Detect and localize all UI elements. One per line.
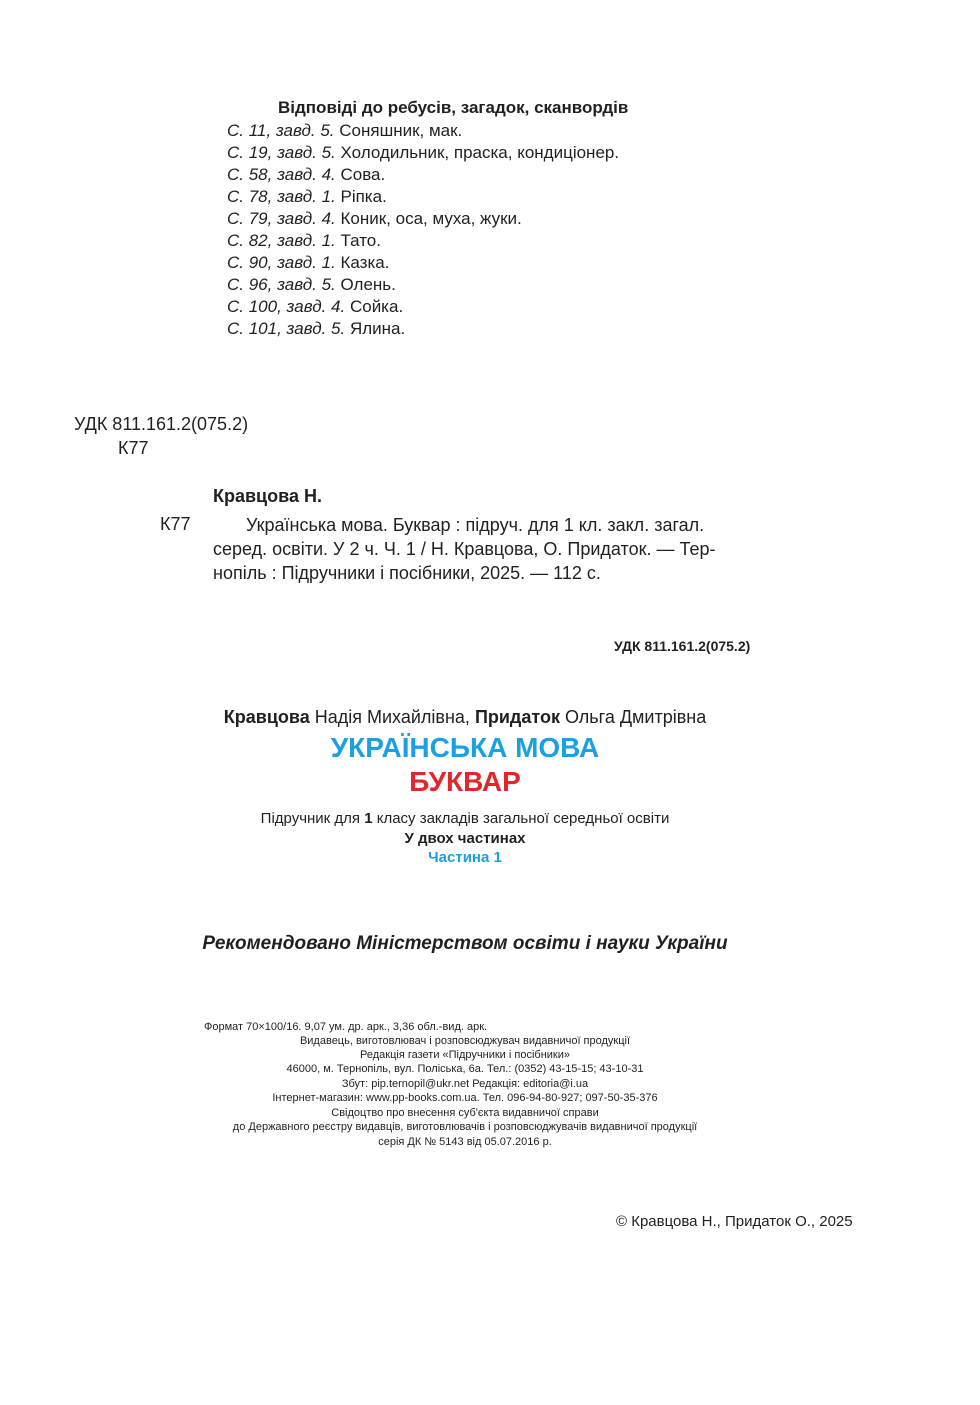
udc-code: УДК 811.161.2(075.2) [74, 414, 249, 434]
author-surname: Кравцова [223, 707, 310, 727]
answer-text: Холодильник, праска, кондиціонер. [335, 143, 620, 162]
imprint-line: Видавець, виготовлювач і розповсюджувач видавничої продукції [299, 1035, 631, 1047]
answer-item [227, 208, 619, 230]
imprint-line: Редакція газети «Підручники і посібники» [360, 1049, 570, 1061]
author-surname: Придаток [474, 707, 560, 727]
author-names: Надія Михайлівна, [309, 707, 475, 727]
answer-reference: С. 82, завд. 1. [227, 231, 336, 250]
answer-text: Соняшник, мак. [334, 121, 463, 140]
answers-list [227, 120, 619, 340]
imprint-line: 46000, м. Тернопіль, вул. Поліська, 6а. Тел.: (0352) 43-15-15; 43-10-31 [286, 1063, 644, 1075]
answer-item [227, 252, 619, 274]
answer-reference: С. 100, завд. 4. [227, 297, 346, 316]
answer-reference: С. 58, завд. 4. [227, 165, 336, 184]
grade-number: 1 [364, 810, 373, 827]
imprint-line: Збут: pip.ternopil@ukr.net Редакція: editoria@i.ua [341, 1078, 589, 1090]
imprint-line: серія ДК № 5143 від 05.07.2016 р. [378, 1136, 552, 1148]
answer-item [227, 186, 619, 208]
imprint-format: Формат 70×100/16. 9,07 ум. др. арк., 3,36 обл.-вид. арк. [204, 1021, 488, 1033]
answer-text: Казка. [335, 253, 390, 272]
answer-text: Сойка. [345, 297, 404, 316]
answer-item [227, 142, 619, 164]
answer-text: Ялина. [345, 319, 406, 338]
answer-text: Тато. [335, 231, 381, 250]
bibliographic-line: нопіль : Підручники і посібники, 2025. — 112 с. [213, 563, 601, 583]
answer-reference: С. 19, завд. 5. [227, 143, 336, 162]
part-number: Частина 1 [428, 849, 502, 866]
answer-reference: С. 78, завд. 1. [227, 187, 336, 206]
answer-item [227, 274, 619, 296]
answer-reference: С. 11, завд. 5. [227, 121, 335, 140]
answer-reference: С. 90, завд. 1. [227, 253, 336, 272]
answer-reference: С. 101, завд. 5. [227, 319, 346, 338]
recommendation: Рекомендовано Міністерством освіти і науки України [202, 933, 728, 954]
book-subtitle: БУКВАР [409, 766, 521, 797]
author-names: Ольга Дмитрівна [559, 707, 707, 727]
answer-item [227, 120, 619, 142]
answer-text: Коник, оса, муха, жуки. [335, 209, 522, 228]
catalog-author: Кравцова Н. [213, 486, 322, 506]
imprint-line: до Державного реєстру видавців, виготовлювачів і розповсюджувачів видавничої продукції [232, 1121, 698, 1133]
authors-line [0, 707, 930, 728]
book-title: УКРАЇНСЬКА МОВА [330, 732, 600, 763]
answer-item [227, 164, 619, 186]
imprint-line: Свідоцтво про внесення суб'єкта видавничої справи [331, 1107, 599, 1119]
answer-reference: С. 79, завд. 4. [227, 209, 336, 228]
answer-text: Сова. [335, 165, 386, 184]
answer-item [227, 230, 619, 252]
parts-count: У двох частинах [404, 830, 526, 847]
author-mark-side: К77 [160, 514, 191, 534]
book-purpose: Підручник для 1 класу закладів загальної середньої освіти [260, 810, 670, 827]
bibliographic-line: серед. освіти. У 2 ч. Ч. 1 / Н. Кравцова, О. Придаток. — Тер- [213, 539, 716, 559]
imprint-line: Інтернет-магазин: www.pp-books.com.ua. Тел. 096-94-80-927; 097-50-35-376 [272, 1092, 658, 1104]
answer-reference: С. 96, завд. 5. [227, 275, 336, 294]
copyright: © Кравцова Н., Придаток О., 2025 [616, 1213, 853, 1230]
author-mark: К77 [118, 438, 149, 458]
udc-code-right: УДК 811.161.2(075.2) [614, 638, 751, 654]
bibliographic-line: Українська мова. Буквар : підруч. для 1 кл. закл. загал. [246, 515, 705, 535]
answer-text: Ріпка. [335, 187, 387, 206]
answer-item [227, 318, 619, 340]
answers-heading: Відповіді до ребусів, загадок, сканвордів [278, 98, 629, 117]
answer-item [227, 296, 619, 318]
answer-text: Олень. [335, 275, 396, 294]
